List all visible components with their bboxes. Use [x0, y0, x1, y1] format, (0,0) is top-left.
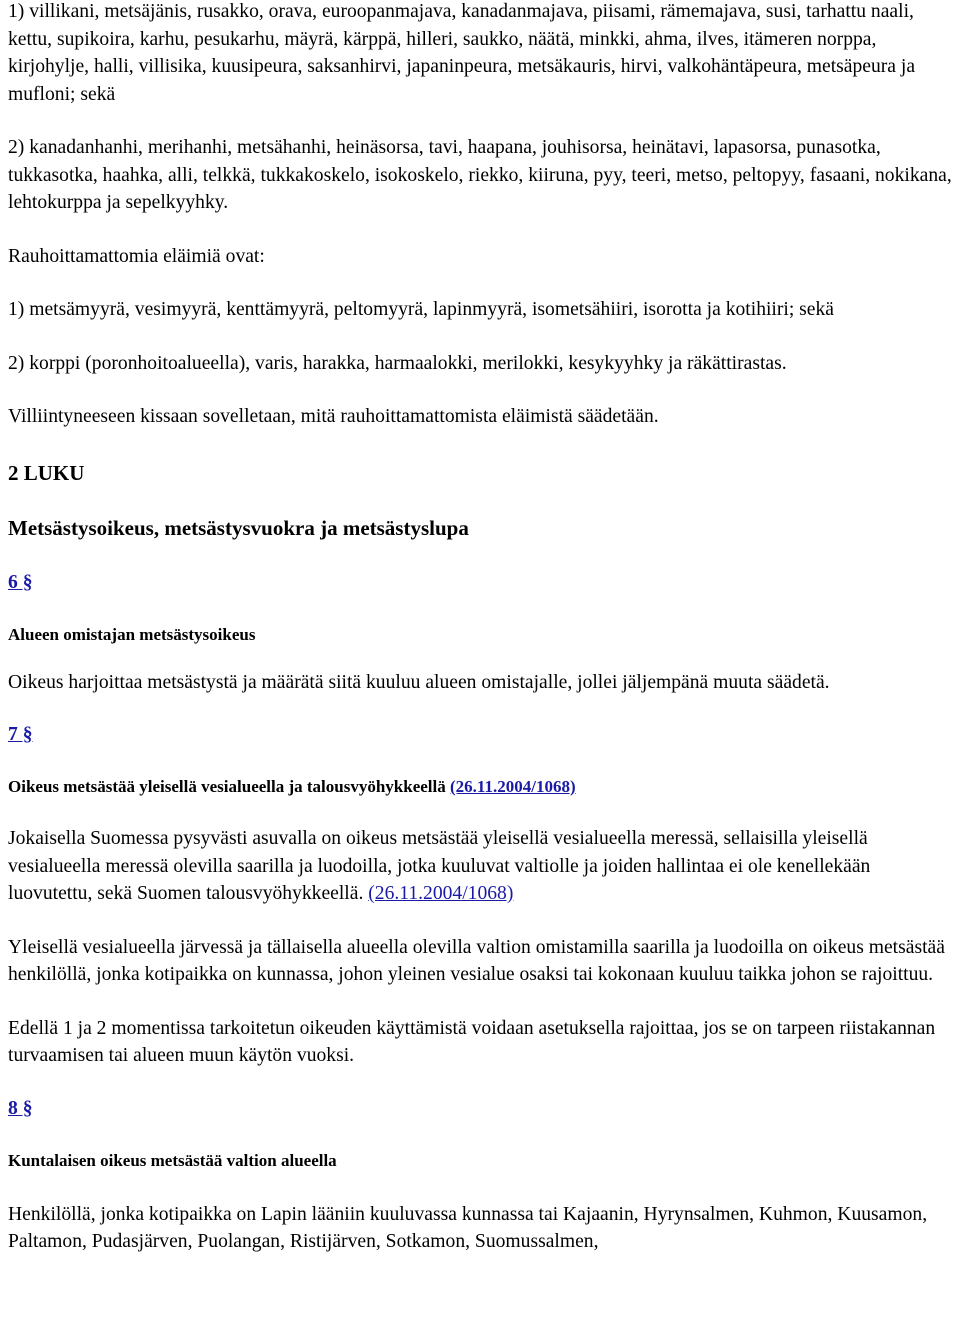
section-8-number — [8, 1095, 958, 1122]
section-7-text-1-ref-link[interactable]: (26.11.2004/1068) — [368, 883, 514, 904]
section-8-heading: Kuntalaisen oikeus metsästää valtion alueella — [8, 1150, 337, 1170]
section-8-link[interactable]: 8 § — [8, 1097, 33, 1119]
paragraph-game-mammals: 1) villikani, metsäjänis, rusakko, orava, euroopanmajava, kanadanmajava, piisami, rämemajava, susi, tarhattu naali, kettu, supikoira, karhu, pesukarhu, mäyrä, kärppä, hilleri, saukko, näätä, minkki, ahma, ilves, itämeren norppa, kirjohylje, halli, villisika, kuusipeura, saksanhirvi, japaninpeura, metsäkauris, hirvi, valkohäntäpeura, metsäpeura ja mufloni; sekä — [8, 1, 916, 105]
section-6-link[interactable]: 6 § — [8, 571, 33, 593]
paragraph-game-birds: 2) kanadanhanhi, merihanhi, metsähanhi, heinäsorsa, tavi, haapana, jouhisorsa, heinätavi, lapasorsa, punasotka, tukkasotka, haahka, alli, telkkä, tukkakoskelo, isokoskelo, riekko, kiiruna, pyy, teeri, metso, peltopyy, fasaani, nokikana, lehtokurppa ja sepelkyyhky. — [8, 137, 952, 213]
section-7-heading-text: Oikeus metsästää yleisellä vesialueella ja talousvyöhykkeellä — [8, 777, 450, 796]
section-7-number — [8, 721, 958, 748]
section-7-text-1-body: Jokaisella Suomessa pysyvästi asuvalla on oikeus metsästää yleisellä vesialueella meressä, sellaisilla yleisellä vesialueella meressä olevilla saarilla ja luodoilla, jotka kuuluvat valtiolle ja joiden hallintaa ei ole kenellekään luovutettu, sekä Suomen talousvyöhykkeellä. — [8, 828, 871, 904]
section-6-number — [8, 569, 958, 596]
paragraph-unprotected-intro: Rauhoittamattomia eläimiä ovat: — [8, 245, 265, 267]
paragraph-feral-cat: Villiintyneeseen kissaan sovelletaan, mitä rauhoittamattomista eläimistä säädetään. — [8, 406, 659, 427]
section-7-text-2: Yleisellä vesialueella järvessä ja tällaisella alueella olevilla valtion omistamilla saarilla ja luodoilla on oikeus metsästää henkilöllä, jonka kotipaikka on kunnassa, johon yleinen vesialue osaksi tai kokonaan kuuluu taikka johon se rajoittuu. — [8, 936, 945, 985]
paragraph-unprotected-rodents: 1) metsämyyrä, vesimyyrä, kenttämyyrä, peltomyyrä, lapinmyyrä, isometsähiiri, isorotta ja kotihiiri; sekä — [8, 299, 834, 320]
document-page — [8, 0, 958, 1256]
section-7-text-1 — [8, 825, 958, 908]
chapter-number: 2 LUKU — [8, 460, 85, 485]
section-6-text: Oikeus harjoittaa metsästystä ja määrätä siitä kuuluu alueen omistajalle, jollei jäljempänä muuta säädetä. — [8, 671, 830, 693]
section-7-link[interactable]: 7 § — [8, 724, 33, 745]
section-7-text-3: Edellä 1 ja 2 momentissa tarkoitetun oikeuden käyttämistä voidaan asetuksella rajoittaa, jos se on tarpeen riistakannan turvaamisen tai alueen muun käytön vuoksi. — [8, 1017, 936, 1066]
paragraph-unprotected-birds: 2) korppi (poronhoitoalueella), varis, harakka, harmaalokki, merilokki, kesykyyhky ja räkättirastas. — [8, 352, 787, 374]
section-7-heading-ref-link[interactable]: (26.11.2004/1068) — [450, 777, 576, 796]
chapter-title: Metsästysoikeus, metsästysvuokra ja metsästyslupa — [8, 515, 469, 540]
section-8-text: Henkilöllä, jonka kotipaikka on Lapin lääniin kuuluvassa kunnassa tai Kajaanin, Hyrynsalmen, Kuhmon, Kuusamon, Paltamon, Pudasjärven, Puolangan, Ristijärven, Sotkamon, Suomussalmen, — [8, 1203, 928, 1252]
section-6-heading: Alueen omistajan metsästysoikeus — [8, 624, 256, 644]
section-7-heading — [8, 775, 958, 799]
